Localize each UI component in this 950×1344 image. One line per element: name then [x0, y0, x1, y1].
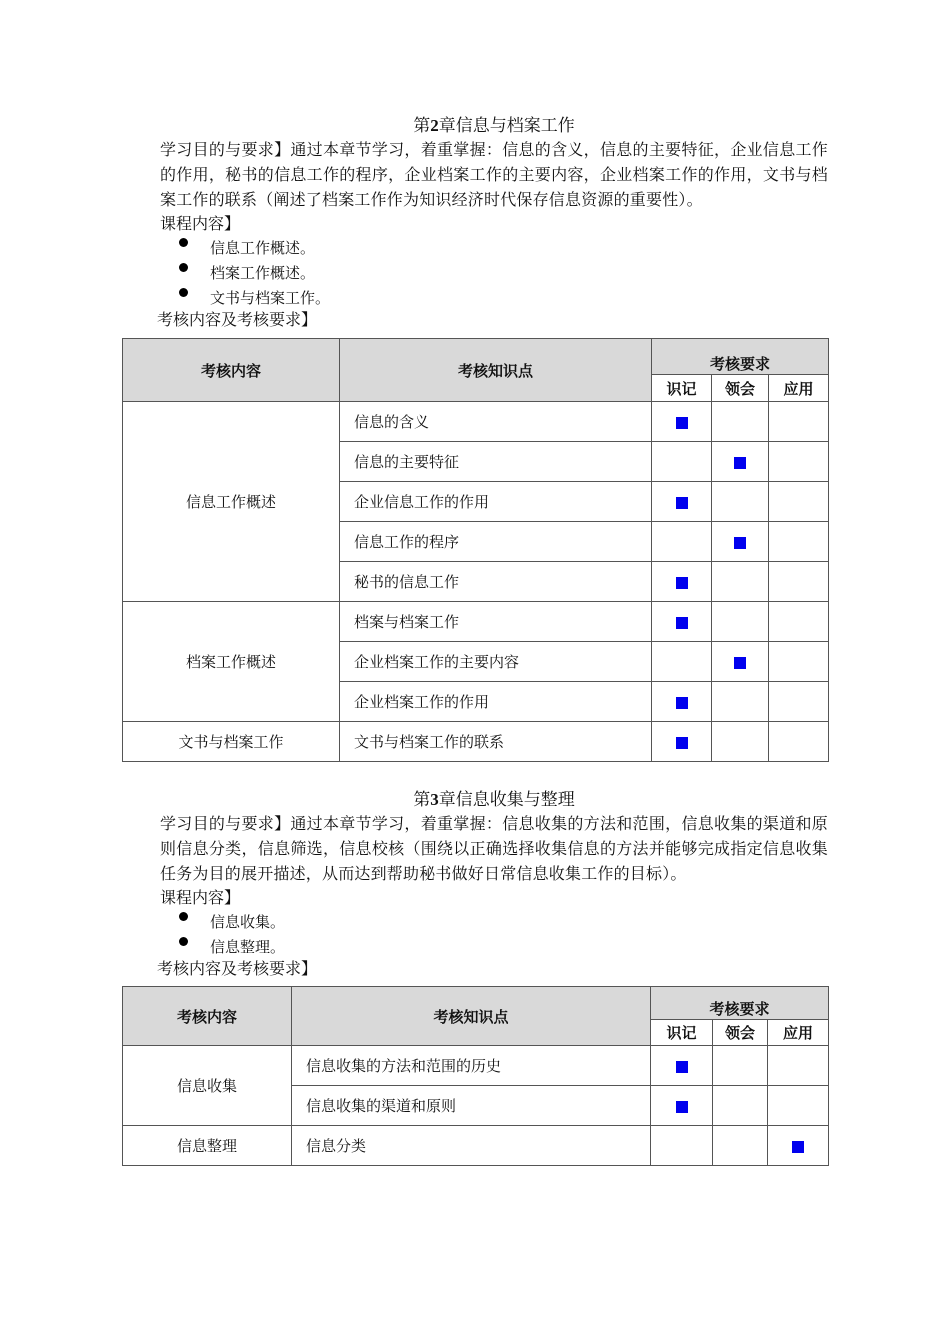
chapter-3	[157, 789, 828, 978]
content-cell: 档案工作概述	[123, 602, 340, 722]
level-cell	[652, 722, 712, 762]
level-cell	[713, 1086, 768, 1126]
level-cell	[652, 442, 712, 482]
level-cell	[651, 1126, 713, 1166]
knowledge-point-cell: 信息分类	[292, 1126, 651, 1166]
checked-square-icon	[676, 697, 688, 709]
knowledge-point-cell: 秘书的信息工作	[340, 562, 652, 602]
chapter-2-objective: 学习目的与要求】通过本章节学习，着重掌握：信息的含义，信息的主要特征，企业信息工作的作用，秘书的信息工作的程序，企业档案工作的主要内容，企业档案工作的作用，文书与档案工作的联系（阐述了档案工作作为知识经济时代保存信息资源的重要性）。	[160, 140, 828, 209]
level-cell	[769, 562, 829, 602]
level-cell	[652, 402, 712, 442]
chapter-3-course-list	[160, 910, 828, 960]
level-cell	[768, 1046, 829, 1086]
content-cell: 信息工作概述	[123, 402, 340, 602]
chapter-2-req-heading: 考核内容及考核要求】	[157, 310, 318, 329]
table-row	[123, 602, 829, 642]
content-cell: 信息整理	[123, 1126, 292, 1166]
knowledge-point-cell: 企业档案工作的主要内容	[340, 642, 652, 682]
table-row	[123, 402, 829, 442]
knowledge-point-cell: 信息的含义	[340, 402, 652, 442]
level-cell	[712, 402, 769, 442]
level-cell	[712, 562, 769, 602]
bullet-icon	[179, 937, 188, 946]
level-cell	[712, 482, 769, 522]
content-cell: 信息收集	[123, 1046, 292, 1126]
level-cell	[652, 682, 712, 722]
checked-square-icon	[792, 1141, 804, 1153]
level-cell	[769, 682, 829, 722]
knowledge-point-cell: 企业档案工作的作用	[340, 682, 652, 722]
bullet-icon	[179, 288, 188, 297]
knowledge-point-cell: 文书与档案工作的联系	[340, 722, 652, 762]
bullet-icon	[179, 238, 188, 247]
checked-square-icon	[734, 657, 746, 669]
table-row	[123, 722, 829, 762]
knowledge-point-cell: 信息收集的渠道和原则	[292, 1086, 651, 1126]
checked-square-icon	[676, 497, 688, 509]
header-content: 考核内容	[123, 339, 340, 402]
bullet-icon	[179, 912, 188, 921]
bullet-icon	[179, 263, 188, 272]
header-requirement: 考核要求	[652, 339, 829, 375]
level-cell	[651, 1046, 713, 1086]
checked-square-icon	[676, 737, 688, 749]
level-cell	[769, 602, 829, 642]
header-level-apply: 应用	[768, 1020, 829, 1046]
level-cell	[713, 1126, 768, 1166]
level-cell	[769, 522, 829, 562]
content-cell: 文书与档案工作	[123, 722, 340, 762]
header-level-recall: 识记	[651, 1020, 713, 1046]
level-cell	[768, 1126, 829, 1166]
chapter-3-req-heading: 考核内容及考核要求】	[157, 959, 318, 978]
header-content: 考核内容	[123, 987, 292, 1046]
level-cell	[769, 442, 829, 482]
level-cell	[651, 1086, 713, 1126]
level-cell	[769, 642, 829, 682]
level-cell	[652, 642, 712, 682]
level-cell	[652, 482, 712, 522]
knowledge-point-cell: 档案与档案工作	[340, 602, 652, 642]
list-item: 信息工作概述。	[160, 236, 828, 261]
chapter-2-course-heading: 课程内容】	[160, 214, 241, 233]
checked-square-icon	[734, 457, 746, 469]
level-cell	[652, 602, 712, 642]
chapter-2-assessment-table	[122, 338, 829, 762]
knowledge-point-cell: 信息收集的方法和范围的历史	[292, 1046, 651, 1086]
chapter-3-title: 第3章信息收集与整理	[413, 790, 575, 810]
header-level-understand: 领会	[713, 1020, 768, 1046]
header-level-understand: 领会	[712, 375, 769, 402]
checked-square-icon	[734, 537, 746, 549]
header-level-recall: 识记	[652, 375, 712, 402]
table-row	[123, 1046, 829, 1086]
list-item: 文书与档案工作。	[160, 286, 828, 311]
list-item: 档案工作概述。	[160, 261, 828, 286]
level-cell	[652, 522, 712, 562]
header-level-apply: 应用	[769, 375, 829, 402]
chapter-3-objective: 学习目的与要求】通过本章节学习，着重掌握：信息收集的方法和范围，信息收集的渠道和原则信息分类，信息筛选，信息校核（围绕以正确选择收集信息的方法并能够完成指定信息收集任务为目的展开描述，从而达到帮助秘书做好日常信息收集工作的目标）。	[160, 814, 828, 883]
header-points: 考核知识点	[340, 339, 652, 402]
level-cell	[712, 442, 769, 482]
knowledge-point-cell: 信息工作的程序	[340, 522, 652, 562]
level-cell	[768, 1086, 829, 1126]
list-item: 信息整理。	[160, 935, 828, 960]
chapter-2	[157, 115, 828, 329]
list-item: 信息收集。	[160, 910, 828, 935]
level-cell	[769, 482, 829, 522]
chapter-2-course-list	[160, 236, 828, 311]
chapter-3-assessment-table	[122, 986, 829, 1166]
header-requirement: 考核要求	[651, 987, 829, 1020]
table-row	[123, 1126, 829, 1166]
level-cell	[712, 522, 769, 562]
level-cell	[712, 722, 769, 762]
chapter-3-course-heading: 课程内容】	[160, 888, 241, 907]
header-points: 考核知识点	[292, 987, 651, 1046]
level-cell	[712, 642, 769, 682]
level-cell	[769, 722, 829, 762]
level-cell	[712, 602, 769, 642]
checked-square-icon	[676, 417, 688, 429]
knowledge-point-cell: 企业信息工作的作用	[340, 482, 652, 522]
chapter-2-title: 第2章信息与档案工作	[413, 116, 575, 136]
checked-square-icon	[676, 1101, 688, 1113]
checked-square-icon	[676, 617, 688, 629]
checked-square-icon	[676, 577, 688, 589]
level-cell	[652, 562, 712, 602]
checked-square-icon	[676, 1061, 688, 1073]
level-cell	[712, 682, 769, 722]
level-cell	[713, 1046, 768, 1086]
level-cell	[769, 402, 829, 442]
knowledge-point-cell: 信息的主要特征	[340, 442, 652, 482]
